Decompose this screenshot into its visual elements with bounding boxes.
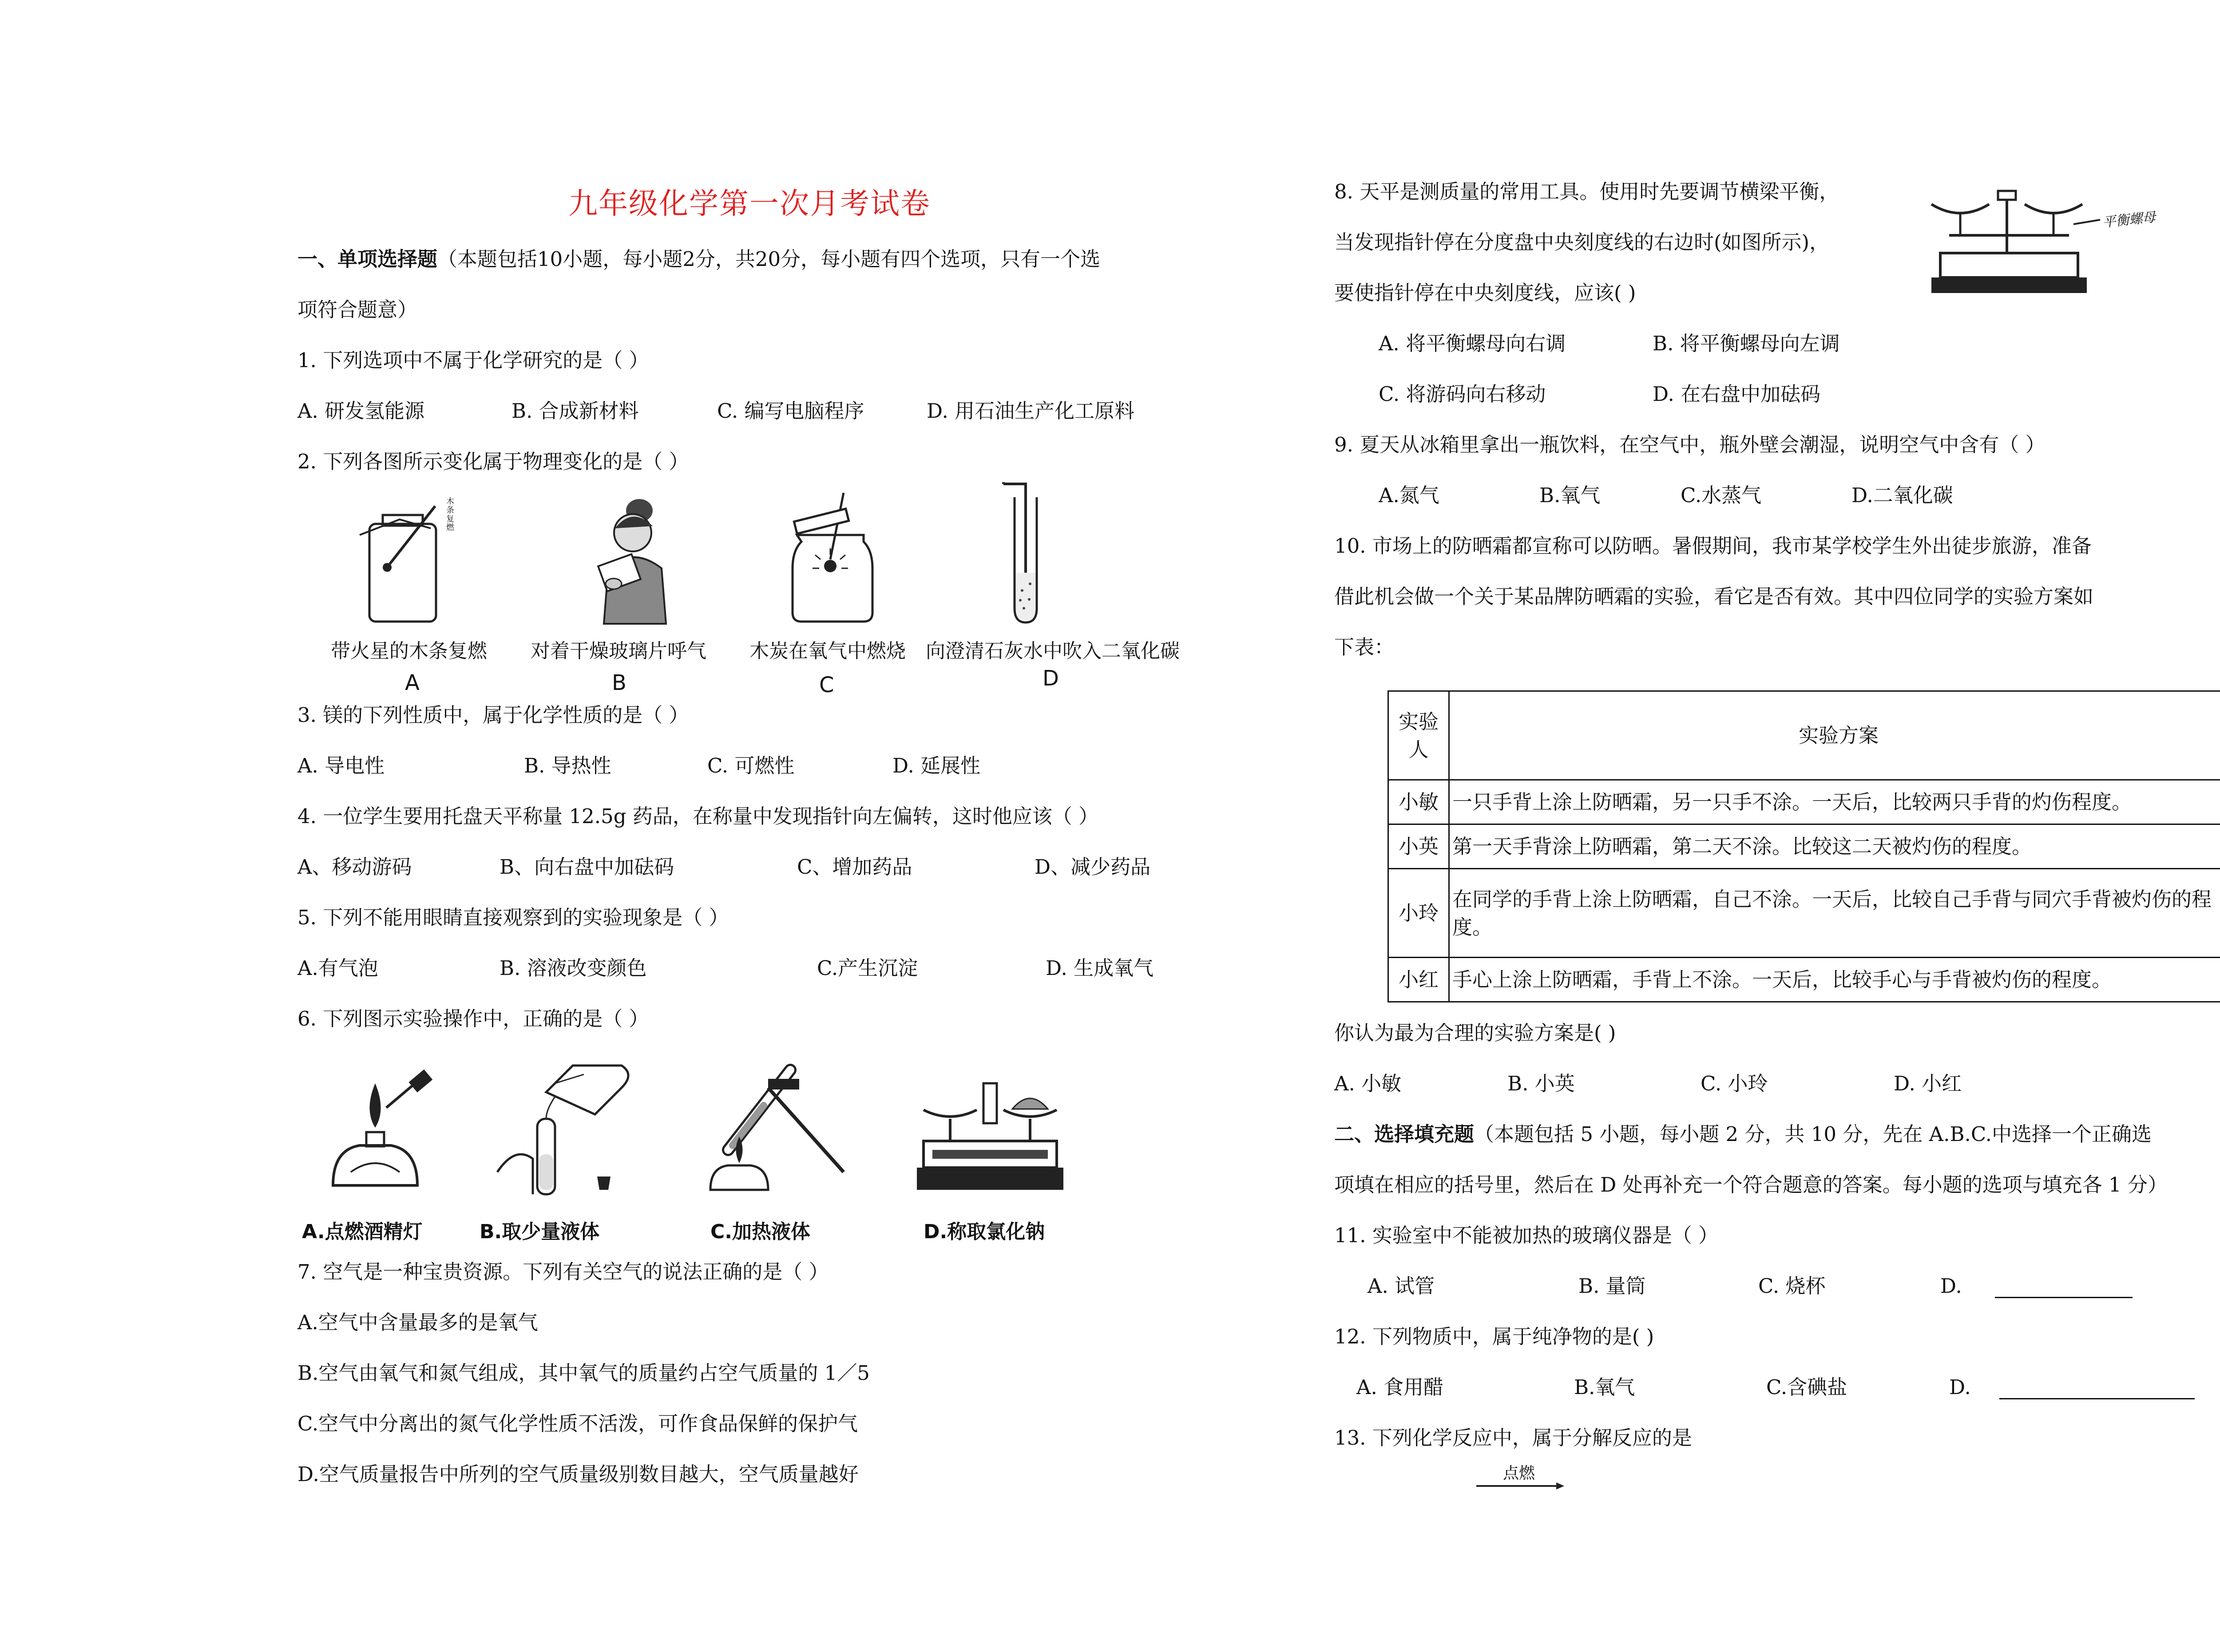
q9-option-a: A.氮气 xyxy=(1379,483,1439,507)
q6-figure-b-pouring-liquid xyxy=(488,1057,639,1199)
q12-option-a: A. 食用醋 xyxy=(1356,1375,1444,1399)
q2-letter-a: A xyxy=(405,670,420,695)
q8-figure-label: 平衡螺母 xyxy=(2101,209,2157,231)
q5-option-d: D. 生成氧气 xyxy=(1046,956,1154,980)
q8-line3: 要使指针停在中央刻度线，应该( ) xyxy=(1334,281,1636,305)
q8-option-d: D. 在右盘中加砝码 xyxy=(1653,382,1821,406)
q12-stem: 12. 下列物质中，属于纯净物的是( ) xyxy=(1334,1325,1654,1348)
q6-caption-c: C.加热液体 xyxy=(710,1220,811,1243)
page-title: 九年级化学第一次月考试卷 xyxy=(568,186,931,221)
q10-question: 你认为最为合理的实验方案是( ) xyxy=(1334,1021,1616,1045)
section2-desc: （本题包括 5 小题，每小题 2 分，共 10 分，先在 A.B.C.中选择一个正确选 xyxy=(1474,1122,2152,1146)
q12-option-b: B.氧气 xyxy=(1574,1375,1635,1399)
q8-line2: 当发现指针停在分度盘中央刻度线的右边时(如图所示)， xyxy=(1334,230,1830,254)
q6-caption-d: D.称取氯化钠 xyxy=(924,1220,1045,1243)
q2-caption-b: 对着干燥玻璃片呼气 xyxy=(531,640,706,662)
section2-desc-line2: 项填在相应的括号里，然后在 D 处再补充一个符合题意的答案。每小题的选项与填充各 1 分） xyxy=(1334,1173,2168,1196)
q10-line1: 10. 市场上的防晒霜都宣称可以防晒。暑假期间，我市某学校学生外出徒步旅游，准备 xyxy=(1334,534,2092,558)
q11-option-b: B. 量筒 xyxy=(1578,1274,1646,1298)
q10-option-a: A. 小敏 xyxy=(1334,1072,1402,1095)
table-cell-name: 小英 xyxy=(1388,824,1449,869)
table-cell-plan: 手心上涂上防晒霜，手背上不涂。一天后，比较手心与手背被灼伤的程度。 xyxy=(1449,958,2220,1002)
q11-option-c: C. 烧杯 xyxy=(1758,1274,1826,1298)
q4-option-a: A、移动游码 xyxy=(297,855,412,879)
q7-option-a: A.空气中含量最多的是氧气 xyxy=(297,1311,538,1334)
q6-caption-b: B.取少量液体 xyxy=(480,1220,600,1243)
q12-option-c: C.含碘盐 xyxy=(1766,1375,1847,1399)
table-cell-plan: 一只手背上涂上防晒霜，另一只手不涂。一天后，比较两只手背的灼伤程度。 xyxy=(1449,780,2220,824)
q4-stem: 4. 一位学生要用托盘天平称量 12.5g 药品，在称量中发现指针向左偏转，这时他应该（ ） xyxy=(297,804,1099,828)
table-header-person: 实验人 xyxy=(1388,691,1449,780)
q5-option-c: C.产生沉淀 xyxy=(817,956,918,980)
q6-caption-a: A.点燃酒精灯 xyxy=(302,1220,423,1243)
q1-option-b: B. 合成新材料 xyxy=(511,399,639,423)
q10-line2: 借此机会做一个关于某品牌防晒霜的实验，看它是否有效。其中四位同学的实验方案如 xyxy=(1334,585,2094,608)
section2-header xyxy=(1334,1122,2152,1146)
q13-reaction-arrow-icon xyxy=(1476,1481,1565,1491)
q2-letter-d: D xyxy=(1043,666,1059,691)
q10-option-d: D. 小红 xyxy=(1894,1072,1962,1095)
q10-option-c: C. 小玲 xyxy=(1701,1072,1768,1095)
q3-option-b: B. 导热性 xyxy=(524,754,611,777)
q9-option-c: C.水蒸气 xyxy=(1681,483,1762,507)
q2-letter-c: C xyxy=(819,673,834,697)
q12-option-d-label: D. xyxy=(1949,1375,1971,1399)
q11-option-d xyxy=(1940,1274,2133,1298)
table-row xyxy=(1388,780,2220,824)
q2-caption-c: 木炭在氧气中燃烧 xyxy=(749,640,906,662)
q12-option-d xyxy=(1949,1375,2195,1399)
q7-option-b: B.空气由氧气和氮气组成，其中氧气的质量约占空气质量的 1／5 xyxy=(297,1361,870,1385)
table-cell-plan: 第一天手背涂上防晒霜，第二天不涂。比较这二天被灼伤的程度。 xyxy=(1449,824,2220,869)
q4-option-c: C、增加药品 xyxy=(797,855,912,879)
q8-option-a: A. 将平衡螺母向右调 xyxy=(1379,332,1566,355)
q2-letter-b: B xyxy=(612,670,626,695)
q9-option-b: B.氧气 xyxy=(1539,483,1601,507)
q4-option-b: B、向右盘中加砝码 xyxy=(500,855,674,879)
table-cell-plan: 在同学的手背上涂上防晒霜，自己不涂。一天后，比较自己手背与同穴手背被灼伤的程度。 xyxy=(1449,869,2220,958)
q2-figure-a-splint-bottle xyxy=(346,493,462,626)
q7-stem: 7. 空气是一种宝贵资源。下列有关空气的说法正确的是（ ） xyxy=(297,1260,829,1284)
q2-figure-d-test-tube xyxy=(995,484,1057,626)
section2-heading: 二、选择填充题 xyxy=(1334,1122,1475,1146)
section1-desc-line2: 项符合题意） xyxy=(297,298,418,321)
table-cell-name: 小敏 xyxy=(1388,780,1449,824)
q6-figure-d-balance xyxy=(915,1074,1066,1199)
table-row xyxy=(1388,869,2220,958)
q1-option-c: C. 编写电脑程序 xyxy=(717,399,864,423)
q2-figure-label: 木条复燃 xyxy=(446,497,454,533)
section1-header xyxy=(297,247,1100,271)
q2-figure-b-girl-breathing xyxy=(591,493,675,626)
q5-option-a: A.有气泡 xyxy=(297,956,378,980)
q8-option-b: B. 将平衡螺母向左调 xyxy=(1653,332,1840,355)
table-row xyxy=(1388,958,2220,1002)
q11-answer-blank[interactable] xyxy=(1995,1276,2133,1298)
q8-balance-figure xyxy=(1923,186,2153,297)
q2-stem: 2. 下列各图所示变化属于物理变化的是（ ） xyxy=(297,450,689,473)
q3-option-a: A. 导电性 xyxy=(297,754,385,777)
q9-option-d: D.二氧化碳 xyxy=(1851,483,1953,507)
q7-option-c: C.空气中分离出的氮气化学性质不活泼，可作食品保鲜的保护气 xyxy=(297,1412,858,1435)
table-cell-name: 小玲 xyxy=(1388,869,1449,958)
q1-option-a: A. 研发氢能源 xyxy=(297,399,425,423)
q1-stem: 1. 下列选项中不属于化学研究的是（ ） xyxy=(297,349,649,372)
q13-arrow-label: 点燃 xyxy=(1503,1464,1535,1482)
q7-option-d: D.空气质量报告中所列的空气质量级别数目越大，空气质量越好 xyxy=(297,1462,859,1486)
q10-option-b: B. 小英 xyxy=(1507,1072,1575,1095)
q3-option-d: D. 延展性 xyxy=(892,754,981,777)
section1-heading: 一、单项选择题 xyxy=(297,247,438,271)
q1-option-d: D. 用石油生产化工原料 xyxy=(927,399,1135,423)
q5-stem: 5. 下列不能用眼睛直接观察到的实验现象是（ ） xyxy=(297,906,729,929)
q2-figure-c-charcoal-burning xyxy=(781,493,879,626)
q13-stem: 13. 下列化学反应中，属于分解反应的是 xyxy=(1334,1426,1692,1450)
q4-option-d: D、减少药品 xyxy=(1035,855,1151,879)
q8-option-c: C. 将游码向右移动 xyxy=(1379,382,1546,406)
q6-figure-c-heating-liquid xyxy=(702,1061,848,1199)
q6-figure-a-alcohol-lamp xyxy=(324,1066,435,1194)
q10-experiment-table xyxy=(1388,690,2220,1002)
q3-option-c: C. 可燃性 xyxy=(707,754,795,777)
q9-stem: 9. 夏天从冰箱里拿出一瓶饮料，在空气中，瓶外壁会潮湿，说明空气中含有（ ） xyxy=(1334,433,2046,456)
section1-desc: （本题包括10小题，每小题2分，共20分，每小题有四个选项，只有一个选 xyxy=(437,247,1101,271)
table-header-row xyxy=(1388,691,2220,780)
q5-option-b: B. 溶液改变颜色 xyxy=(500,956,647,980)
table-row xyxy=(1388,824,2220,869)
table-header-plan: 实验方案 xyxy=(1449,691,2220,780)
q6-stem: 6. 下列图示实验操作中，正确的是（ ） xyxy=(297,1007,649,1030)
q11-option-a: A. 试管 xyxy=(1368,1274,1435,1298)
q2-caption-d: 向澄清石灰水中吹入二氧化碳 xyxy=(926,640,1180,662)
q11-stem: 11. 实验室中不能被加热的玻璃仪器是（ ） xyxy=(1334,1224,1719,1247)
q3-stem: 3. 镁的下列性质中，属于化学性质的是（ ） xyxy=(297,703,689,727)
table-cell-name: 小红 xyxy=(1388,958,1449,1002)
q8-line1: 8. 天平是测质量的常用工具。使用时先要调节横梁平衡， xyxy=(1334,180,1839,203)
q11-option-d-label: D. xyxy=(1940,1274,1962,1298)
q2-caption-a: 带火星的木条复燃 xyxy=(331,640,487,662)
q12-answer-blank[interactable] xyxy=(1999,1377,2195,1399)
q10-line3: 下表： xyxy=(1334,635,1395,659)
